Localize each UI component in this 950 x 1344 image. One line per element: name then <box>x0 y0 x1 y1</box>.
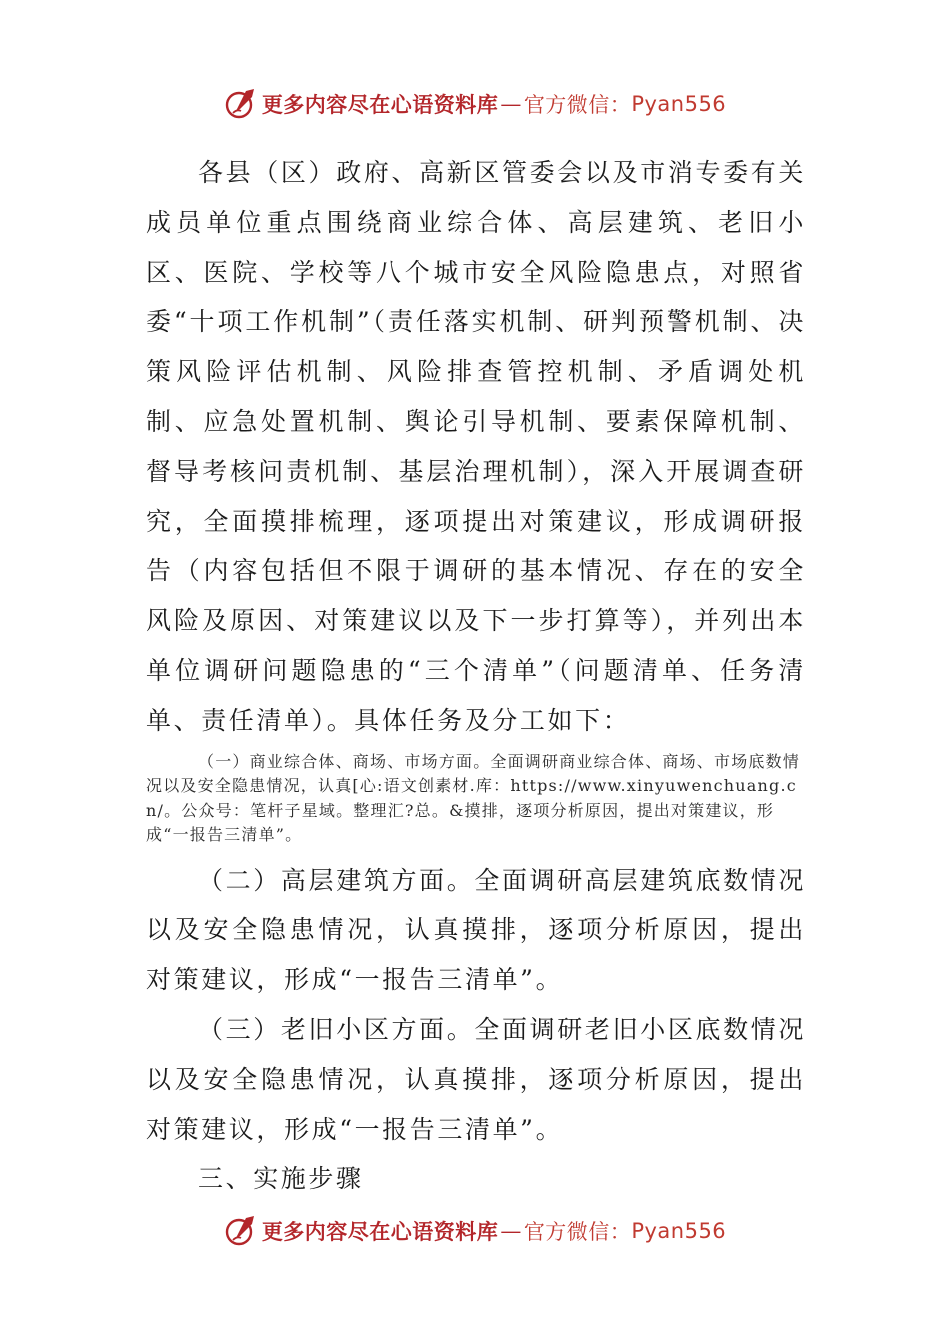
banner-wechat-label: 官方微信： <box>523 1220 632 1244</box>
footer-banner <box>0 1211 950 1251</box>
banner-main-text: 更多内容尽在心语资料库 <box>261 92 499 117</box>
header-banner <box>0 84 950 124</box>
banner-wechat-label: 官方微信： <box>523 93 632 117</box>
banner-main-text: 更多内容尽在心语资料库 <box>261 1219 499 1244</box>
paragraph-high-rise: （二）高层建筑方面。全面调研高层建筑底数情况以及安全隐患情况，认真摸排，逐项分析原因，提出对策建议，形成“一报告三清单”。 <box>146 865 806 995</box>
banner-wechat-id: Pyan556 <box>631 92 727 116</box>
paragraph-old-residential: （三）老旧小区方面。全面调研老旧小区底数情况以及安全隐患情况，认真摸排，逐项分析原因，提出对策建议，形成“一报告三清单”。 <box>146 1014 806 1144</box>
pen-nib-circle-icon <box>224 87 258 121</box>
banner-dash: — <box>500 1219 522 1243</box>
banner-wechat-id: Pyan556 <box>631 1219 727 1243</box>
banner-dash: — <box>500 92 522 116</box>
section-heading: 三、实施步骤 <box>198 1164 364 1194</box>
pen-nib-circle-icon <box>224 1214 258 1248</box>
document-body <box>146 148 806 1204</box>
paragraph-commercial-complex: （一）商业综合体、商场、市场方面。全面调研商业综合体、商场、市场底数情况以及安全隐患情况，认真[心:语文创素材.库：https://www.xinyuwenchuang.cn/。公众号：笔杆子星域。整理汇?总。&摸排，逐项分析原因，提出对策建议，形成“一报告三清单”。 <box>146 751 801 845</box>
paragraph-intro: 各县（区）政府、高新区管委会以及市消专委有关成员单位重点围绕商业综合体、高层建筑、老旧小区、医院、学校等八个城市安全风险隐患点，对照省委“十项工作机制”（责任落实机制、研判预警机制、决策风险评估机制、风险排查管控机制、矛盾调处机制、应急处置机制、舆论引导机制、要素保障机制、督导考核问责机制、基层治理机制），深入开展调查研究，全面摸排梳理，逐项提出对策建议，形成调研报告（内容包括但不限于调研的基本情况、存在的安全风险及原因、对策建议以及下一步打算等），并列出本单位调研问题隐患的“三个清单”（问题清单、任务清单、责任清单）。具体任务及分工如下： <box>146 158 806 735</box>
